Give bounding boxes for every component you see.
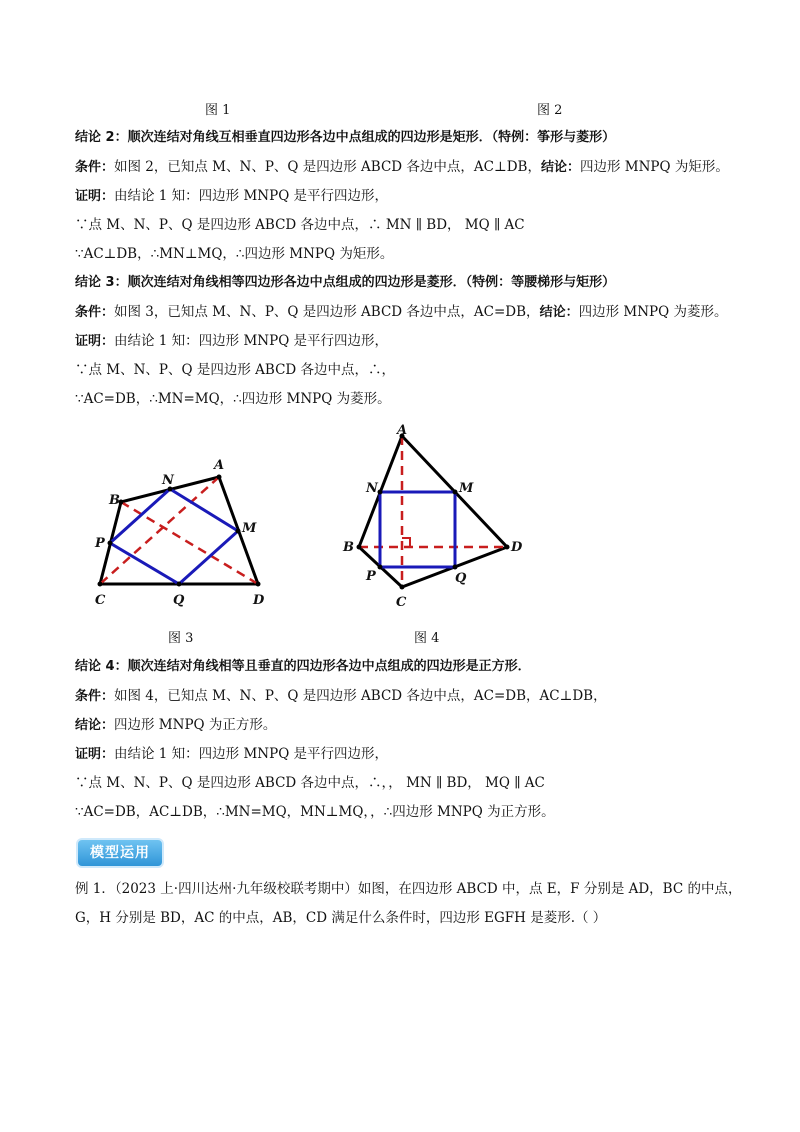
conclusion-4-condition (75, 687, 607, 706)
conclusion-label: 结论： (75, 718, 115, 733)
fig3-label-d: D (253, 593, 265, 608)
conclusion-2-proof-line-2: ∵点 M、N、P、Q 是四边形 ABCD 各边中点，∴ MN ∥ BD， MQ ∥ AC (75, 217, 525, 233)
proof-label: 证明： (75, 334, 115, 349)
conclusion-label: 结论： (539, 305, 579, 320)
figure-4-diagram (340, 420, 530, 615)
condition-label: 条件： (75, 305, 115, 320)
fig4-label-q: Q (455, 571, 467, 586)
fig3-label-p: P (95, 536, 105, 551)
section-tag-model-application: 模型运用 (76, 838, 164, 868)
figure-4-caption: 图 4 (414, 631, 440, 646)
example-1-line-1: 例 1．（2023 上·四川达州·九年级校联考期中）如图，在四边形 ABCD 中，点 E，F 分别是 AD，BC 的中点， (75, 881, 742, 897)
conclusion-4-title: 结论 4：顺次连结对角线相等且垂直的四边形各边中点组成的四边形是正方形． (75, 659, 531, 674)
fig3-label-n: N (162, 473, 174, 488)
condition-label: 条件： (75, 160, 115, 175)
conclusion-2-proof-line-3: ∵AC⊥DB，∴MN⊥MQ，∴四边形 MNPQ 为矩形。 (75, 246, 394, 262)
proof-text: 由结论 1 知：四边形 MNPQ 是平行四边形， (114, 188, 389, 204)
fig4-label-p: P (366, 569, 376, 584)
figure-1-caption: 图 1 (205, 103, 231, 118)
fig4-label-a: A (397, 423, 408, 438)
condition-label: 条件： (75, 689, 115, 704)
fig4-label-m: M (459, 481, 474, 496)
fig3-label-b: B (109, 493, 120, 508)
conclusion-4-proof-line-1 (75, 745, 388, 764)
condition-text: 如图 2，已知点 M、N、P、Q 是四边形 ABCD 各边中点，AC⊥DB， (114, 159, 541, 175)
conclusion-4-conclusion (75, 716, 276, 735)
conclusion-2-condition (75, 158, 729, 177)
conclusion-3-proof-line-1 (75, 332, 388, 351)
figure-3-diagram (90, 450, 280, 610)
proof-label: 证明： (75, 747, 115, 762)
proof-text: 由结论 1 知：四边形 MNPQ 是平行四边形， (114, 333, 389, 349)
fig3-midpoint-quad-mnpq (110, 489, 238, 584)
conclusion-label: 结论： (540, 160, 580, 175)
conclusion-3-condition (75, 303, 727, 322)
fig3-label-a: A (214, 458, 225, 473)
conclusion-text: 四边形 MNPQ 为正方形。 (114, 717, 277, 733)
proof-label: 证明： (75, 189, 115, 204)
conclusion-text: 四边形 MNPQ 为矩形。 (579, 159, 729, 175)
fig4-label-c: C (396, 595, 407, 610)
conclusion-4-proof-line-2: ∵点 M、N、P、Q 是四边形 ABCD 各边中点，∴，， MN ∥ BD， MQ ∥ AC (75, 775, 545, 791)
fig3-label-q: Q (173, 593, 185, 608)
conclusion-3-proof-line-3: ∵AC=DB，∴MN=MQ，∴四边形 MNPQ 为菱形。 (75, 391, 391, 407)
fig4-midpoint-quad-mnpq (380, 492, 455, 567)
condition-text: 如图 3，已知点 M、N、P、Q 是四边形 ABCD 各边中点，AC=DB， (114, 304, 540, 320)
conclusion-3-title: 结论 3：顺次连结对角线相等四边形各边中点组成的四边形是菱形．（特例：等腰梯形与矩形） (75, 275, 616, 290)
figure-2-caption: 图 2 (537, 103, 563, 118)
fig4-label-b: B (343, 540, 354, 555)
example-1-line-2: G，H 分别是 BD，AC 的中点，AB，CD 满足什么条件时，四边形 EGFH 是菱形.（ ） (75, 910, 607, 926)
fig3-label-c: C (95, 593, 106, 608)
conclusion-2-proof-line-1 (75, 187, 388, 206)
conclusion-4-proof-line-3: ∵AC=DB，AC⊥DB，∴MN=MQ，MN⊥MQ，，∴四边形 MNPQ 为正方形。 (75, 804, 555, 820)
figure-3-caption: 图 3 (168, 631, 194, 646)
conclusion-3-proof-line-2: ∵点 M、N、P、Q 是四边形 ABCD 各边中点，∴， (75, 362, 396, 378)
conclusion-2-title: 结论 2：顺次连结对角线互相垂直四边形各边中点组成的四边形是矩形．（特例：筝形与菱形） (75, 130, 616, 145)
condition-text: 如图 4，已知点 M、N、P、Q 是四边形 ABCD 各边中点，AC=DB，AC⊥DB， (114, 688, 607, 704)
fig4-label-d: D (511, 540, 523, 555)
fig3-label-m: M (242, 521, 257, 536)
conclusion-text: 四边形 MNPQ 为菱形。 (578, 304, 728, 320)
proof-text: 由结论 1 知：四边形 MNPQ 是平行四边形， (114, 746, 389, 762)
fig4-label-n: N (366, 481, 378, 496)
